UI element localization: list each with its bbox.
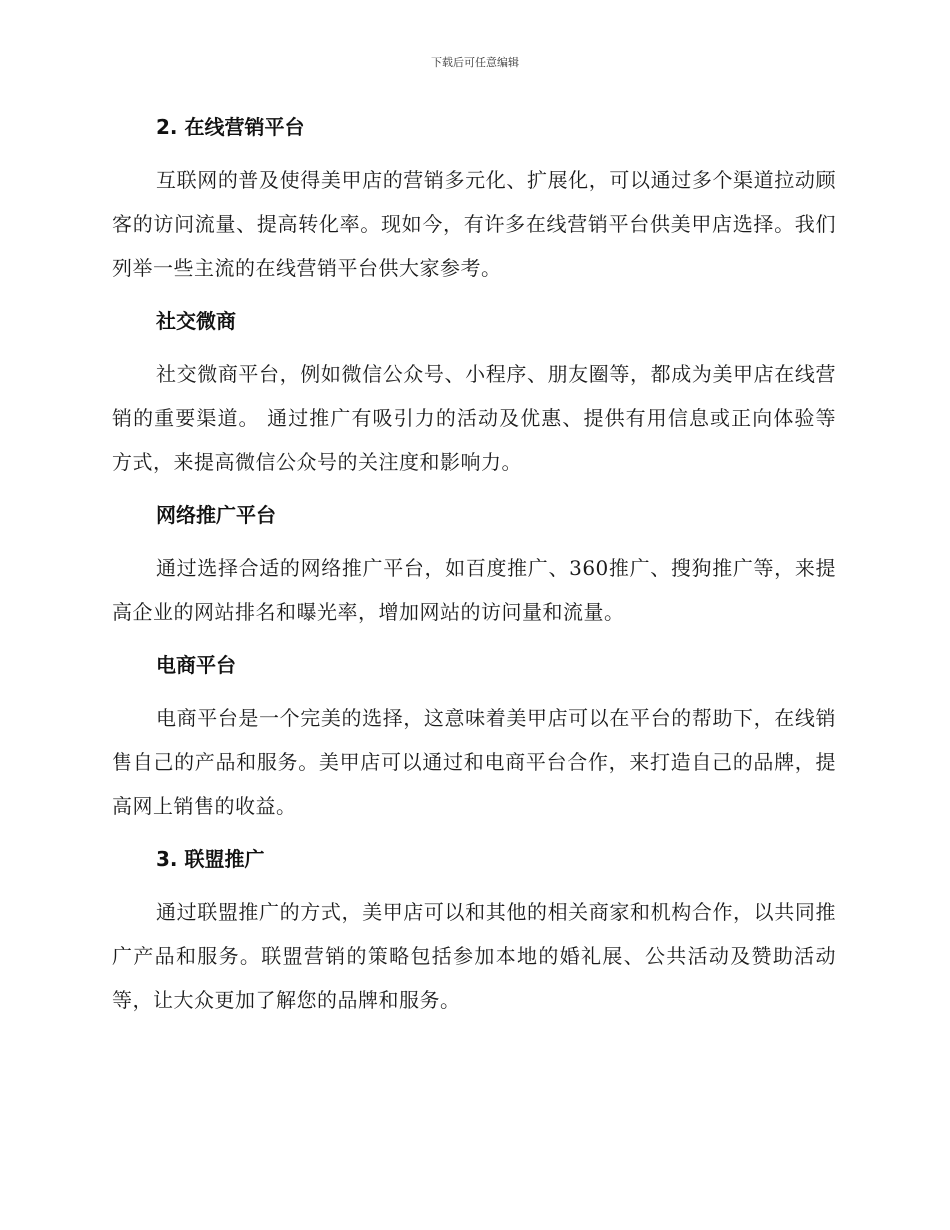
paragraph-alliance: 通过联盟推广的方式，美甲店可以和其他的相关商家和机构合作，以共同推广产品和服务。联盟营销的策略包括参加本地的婚礼展、公共活动及赞助活动等，让大众更加了解您的品牌和服务。 xyxy=(112,900,836,1012)
section-heading-web-promotion: 网络推广平台 xyxy=(156,503,276,527)
section-heading-ecommerce: 电商平台 xyxy=(156,653,236,677)
page-header: 下载后可任意编辑 xyxy=(431,56,519,69)
section-heading-alliance: 3. 联盟推广 xyxy=(156,847,265,871)
section-heading-online-marketing: 2. 在线营销平台 xyxy=(156,115,305,139)
paragraph-web-promotion: 通过选择合适的网络推广平台，如百度推广、360推广、搜狗推广等，来提高企业的网站排名和曝光率，增加网站的访问量和流量。 xyxy=(112,556,836,624)
document-body xyxy=(112,108,836,1034)
paragraph-ecommerce: 电商平台是一个完美的选择，这意味着美甲店可以在平台的帮助下，在线销售自己的产品和服务。美甲店可以通过和电商平台合作，来打造自己的品牌，提高网上销售的收益。 xyxy=(112,706,836,818)
paragraph-online-marketing: 互联网的普及使得美甲店的营销多元化、扩展化，可以通过多个渠道拉动顾客的访问流量、提高转化率。现如今，有许多在线营销平台供美甲店选择。我们列举一些主流的在线营销平台供大家参考。 xyxy=(112,168,836,280)
section-heading-social-commerce: 社交微商 xyxy=(156,309,236,333)
paragraph-social-commerce: 社交微商平台，例如微信公众号、小程序、朋友圈等，都成为美甲店在线营销的重要渠道。 通过推广有吸引力的活动及优惠、提供有用信息或正向体验等方式，来提高微信公众号的关注度和影响力。 xyxy=(112,362,836,474)
